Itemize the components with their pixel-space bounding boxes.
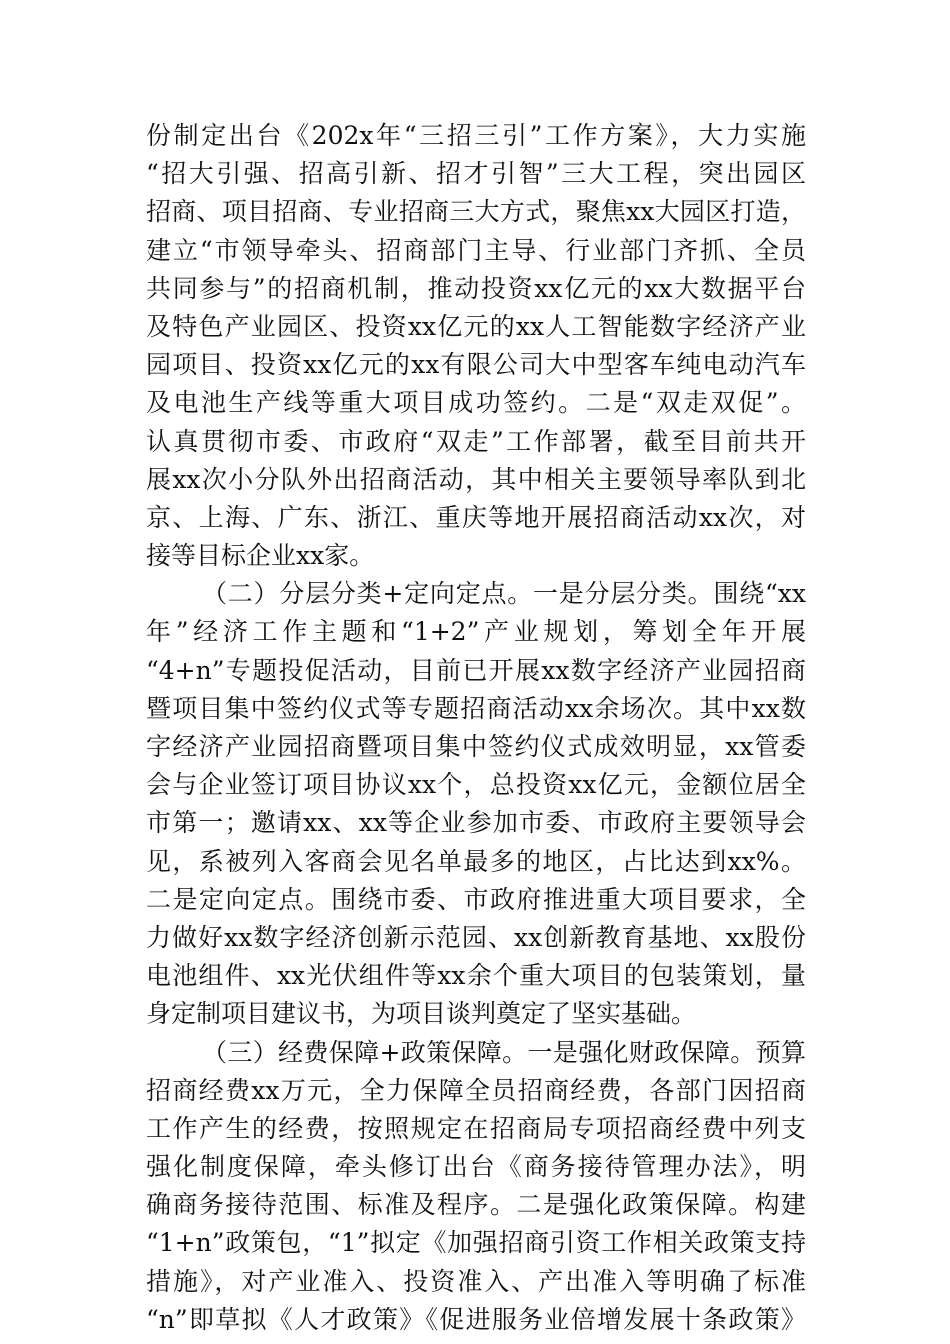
text-line: 力做好xx数字经济创新示范园、xx创新教育基地、xx股份 [146, 922, 806, 952]
text-line: 会与企业签订项目协议xx个，总投资xx亿元，金额位居全 [146, 770, 806, 800]
section-heading-2: （二）分层分类+定向定点。一是分层分类。围绕“xx [202, 579, 806, 609]
text-line: 共同参与”的招商机制，推动投资xx亿元的xx大数据平台 [146, 273, 806, 303]
text-line: 建立“市领导牵头、招商部门主导、行业部门齐抓、全员 [146, 235, 806, 265]
text-line: “n”即草拟《人才政策》《促进服务业倍增发展十条政策》 [146, 1304, 806, 1334]
text-line: 措施》，对产业准入、投资准入、产出准入等明确了标准 [146, 1266, 806, 1296]
text-line: 接等目标企业xx家。 [146, 541, 375, 571]
text-line: 及电池生产线等重大项目成功签约。二是“双走双促”。 [146, 388, 806, 418]
text-line: 京、上海、广东、浙江、重庆等地开展招商活动xx次，对 [146, 502, 806, 532]
text-line: 份制定出台《202x年“三招三引”工作方案》，大力实施 [146, 121, 806, 150]
text-line: 年”经济工作主题和“1+2”产业规划，筹划全年开展 [146, 617, 806, 647]
text-line: 强化制度保障，牵头修订出台《商务接待管理办法》，明 [146, 1152, 806, 1182]
text-line: 招商、项目招商、专业招商三大方式，聚焦xx大园区打造， [146, 197, 806, 227]
text-line: 暨项目集中签约仪式等专题招商活动xx余场次。其中xx数 [146, 693, 806, 723]
text-line: 字经济产业园招商暨项目集中签约仪式成效明显，xx管委 [146, 732, 806, 761]
document-body [146, 117, 806, 1339]
text-line: 及特色产业园区、投资xx亿元的xx人工智能数字经济产业 [146, 311, 806, 341]
text-line: 工作产生的经费，按照规定在招商局专项招商经费中列支 [146, 1113, 806, 1143]
text-line: 身定制项目建议书，为项目谈判奠定了坚实基础。 [146, 999, 697, 1029]
text-line: 电池组件、xx光伏组件等xx余个重大项目的包装策划，量 [146, 961, 806, 991]
text-line: 园项目、投资xx亿元的xx有限公司大中型客车纯电动汽车 [146, 350, 806, 380]
text-line: 见，系被列入客商会见名单最多的地区，占比达到xx%。 [146, 846, 806, 876]
text-line: 二是定向定点。围绕市委、市政府推进重大项目要求，全 [146, 884, 806, 914]
text-line: 展xx次小分队外出招商活动，其中相关主要领导率队到北 [146, 464, 806, 494]
text-line: “4+n”专题投促活动，目前已开展xx数字经济产业园招商 [146, 655, 806, 685]
text-line: “1+n”政策包，“1”拟定《加强招商引资工作相关政策支持 [146, 1228, 806, 1258]
section-heading-3: （三）经费保障+政策保障。一是强化财政保障。预算 [202, 1037, 806, 1067]
text-line: 市第一；邀请xx、xx等企业参加市委、市政府主要领导会 [146, 808, 806, 838]
text-line: “招大引强、招高引新、招才引智”三大工程，突出园区 [146, 159, 806, 189]
text-line: 认真贯彻市委、市政府“双走”工作部署，截至目前共开 [146, 426, 806, 456]
text-line: 招商经费xx万元，全力保障全员招商经费，各部门因招商 [146, 1075, 806, 1105]
text-line: 确商务接待范围、标准及程序。二是强化政策保障。构建 [146, 1190, 806, 1220]
